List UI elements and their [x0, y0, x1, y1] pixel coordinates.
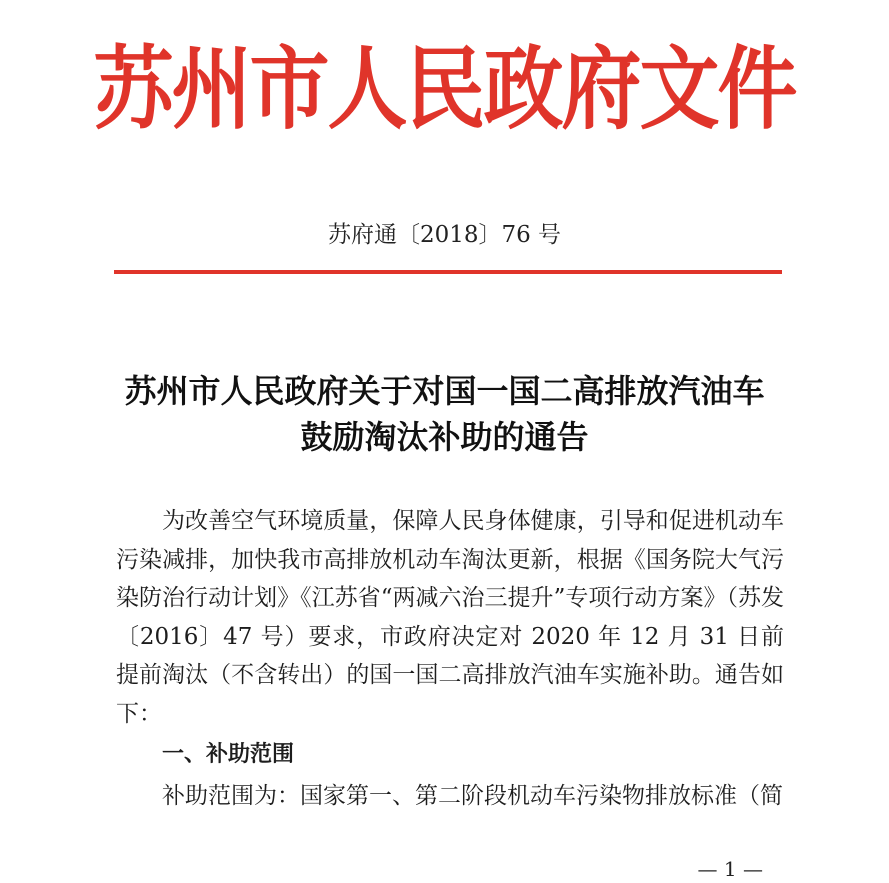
notice-title-line-1: 苏州市人民政府关于对国一国二高排放汽油车	[124, 372, 765, 410]
notice-title	[0, 368, 889, 460]
masthead-title: 苏州市人民政府文件	[93, 36, 796, 142]
section-paragraph: 补助范围为：国家第一、第二阶段机动车污染物排放标准（简	[162, 783, 783, 809]
section-heading: 一、补助范围	[162, 742, 295, 767]
document-body	[116, 502, 784, 816]
intro-paragraph: 为改善空气环境质量，保障人民身体健康，引导和促进机动车污染减排，加快我市高排放机动车淘汰更新，根据《国务院大气污染防治行动计划》《江苏省“两减六治三提升”专项行动方案》（苏发〔2016〕47 号）要求，市政府决定对 2020 年 12 月 31 日前提前淘汰（不含转出）的国一国二高排放汽油车实施补助。通告如下：	[116, 508, 784, 727]
notice-title-line-2: 鼓励淘汰补助的通告	[300, 418, 589, 456]
red-divider-line	[114, 270, 782, 274]
document-number: 苏府通〔2018〕76 号	[327, 222, 562, 248]
page-number-text: — 1 —	[697, 857, 763, 881]
